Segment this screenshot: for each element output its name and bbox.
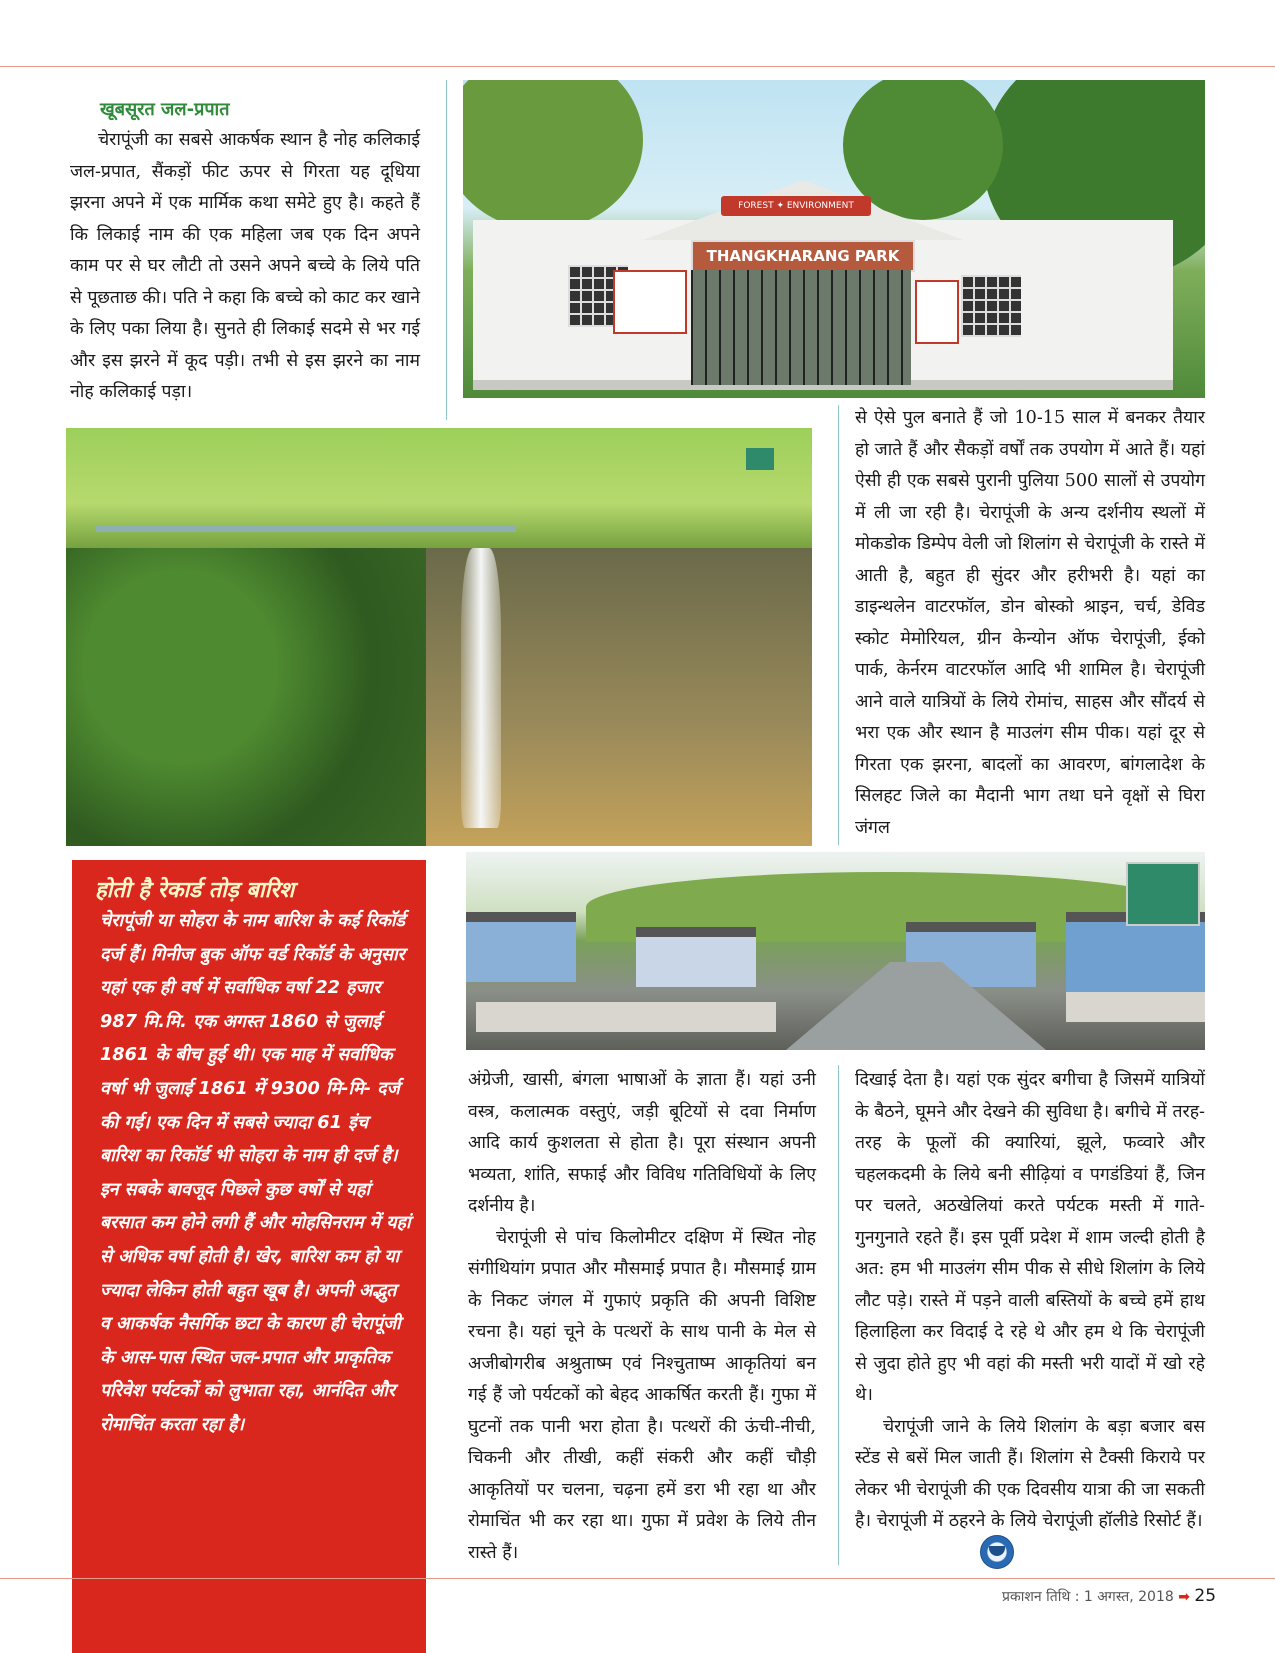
- footbridge: [96, 526, 516, 532]
- park-name-sign: THANGKHARANG PARK: [691, 240, 915, 272]
- right-bottom-column: [855, 1065, 1205, 1538]
- park-gate-photo: [463, 80, 1205, 398]
- page-number: 25: [1194, 1586, 1217, 1606]
- magazine-logo-icon: [980, 1535, 1014, 1569]
- right-bottom-paragraph-2: चेरापूंजी जाने के लिये शिलांग के बड़ा बजार बस स्टेंड से बसें मिल जाती हैं। शिलांग से टैक्सी किराये पर लेकर भी चेरापूंजी की एक दिवसीय यात्रा की जा सकती है। चेरापूंजी में ठहरने के लिये चेरापूंजी हॉलीडे रिसोर्ट हैं।: [855, 1416, 1205, 1531]
- right-column: [855, 403, 1205, 844]
- rainfall-sidebar-title: होती है रेकार्ड तोड़ बारिश: [95, 878, 295, 903]
- divider-bottom: [838, 1065, 839, 1565]
- middle-paragraph-1: अंग्रेजी, खासी, बंगला भाषाओं के ज्ञाता हैं। यहां उनी वस्त्र, कलात्मक वस्तुएं, जड़ी बूटियों से दवा निर्माण आदि कार्य कुशलता से होता है। पूरा संस्थान अपनी भव्यता, शांति, सफाई और विविध गतिविधियों के लिए दर्शनीय है।: [468, 1070, 816, 1216]
- page-footer: [1002, 1586, 1216, 1606]
- intro-column: [70, 125, 420, 409]
- intro-paragraph: चेरापूंजी का सबसे आकर्षक स्थान है नोह कलिकाई जल-प्रपात, सैंकड़ों फीट ऊपर से गिरता यह दूधिया झरना अपने में एक मार्मिक कथा समेटे हुए है। कहते हैं कि लिकाई नाम की एक महिला जब एक दिन अपने काम पर से घर लौटी तो उसने अपने बच्चे के लिये पति से पूछताछ की। पति ने कहा कि बच्चे को काट कर खाने के लिए पका लिया है। सुनते ही लिकाई सदमे से भर गई और इस झरने में कूद पड़ी। तभी से इस झरने का नाम नोह कलिकाई पड़ा।: [70, 130, 420, 402]
- rainfall-sidebar-text: चेरापूंजी या सोहरा के नाम बारिश के कई रिकॉर्ड दर्ज हैं। गिनीज बुक ऑफ वर्ड रिकॉर्ड के अनुसार यहां एक ही वर्ष में सर्वाधिक वर्षा 22 हजार 987 मि.मि. एक अगस्त 1860 से जुलाई 1861 के बीच हुई थी। एक माह में सर्वाधिक वर्षा भी जुलाई 1861 में 9300 मि-मि- दर्ज की गई। एक दिन में सबसे ज्यादा 61 इंच बारिश का रिकॉर्ड भी सोहरा के नाम ही दर्ज है। इन सबके बावजूद पिछले कुछ वर्षों से यहां बरसात कम होने लगी हैं और मोहसिनराम में यहां से अधिक वर्षा होती है। खेर, बारिश कम हो या ज्यादा लेकिन होती बहुत खूब है। अपनी अद्भुत व आकर्षक नैसर्गिक छटा के कारण ही चेरापूंजी के आस-पास स्थित जल-प्रपात और प्राकृतिक परिवेश पर्यटकों को लुभाता रहा, आनंदित और रोमाचिंत करता रहा है।: [100, 911, 411, 1435]
- publication-date: प्रकाशन तिथि : 1 अगस्त, 2018: [1002, 1589, 1174, 1605]
- right-bottom-paragraph-1: दिखाई देता है। यहां एक सुंदर बगीचा है जिसमें यात्रियों के बैठने, घूमने और देखने की सुविधा है। बगीचे में तरह-तरह के फूलों की क्यारियां, झूले, फव्वारे और चहलकदमी के लिये बनी सीढ़ियां व पगडंडियां हैं, जिन पर चलते, अठखेलियां करते पर्यटक मस्ती में गाते-गुनगुनाते रहते हैं। इस पूर्वी प्रदेश में शाम जल्दी होती है अत: हम भी माउलंग सीम पीक से सीधे शिलांग के लिये लौट पड़े। रास्ते में पड़ने वाली बस्तियों के बच्चे हमें हाथ हिलाहिला कर विदाई दे रहे थे और हम थे कि चेरापूंजी से जुदा होते हुए भी वहां की मस्ती भरी यादों में खो रहे थे।: [855, 1070, 1205, 1405]
- street-signboard: [1126, 862, 1200, 926]
- divider-top-left: [446, 80, 447, 420]
- park-gate: [691, 270, 911, 385]
- street-photo: [466, 852, 1205, 1050]
- waterfall-photo: [66, 428, 812, 846]
- divider-right: [838, 405, 839, 845]
- middle-column: [468, 1065, 816, 1569]
- middle-paragraph-2: चेरापूंजी से पांच किलोमीटर दक्षिण में स्थित नोह संगीथियांग प्रपात और मौसमाई प्रपात है। मौसमाई ग्राम के निकट जंगल में गुफाएं प्रकृति की अपनी विशिष्ट रचना है। यहां चूने के पत्थरों के साथ पानी के मेल से अजीबोगरीब अश्रुताष्म एवं निश्चुताष्म आकृतियां बन गई हैं जो पर्यटकों को बेहद आकर्षित करती हैं। गुफा में घुटनों तक पानी भरा होता है। पत्थरों की ऊंची-नीची, चिकनी और तीखी, कहीं संकरी और कहीं चौड़ी आकृतियों पर चलना, चढ़ना हमें डरा भी रहा था और रोमाचिंत भी कर रहा था। गुफा में प्रवेश के लिये तीन रास्ते हैं।: [468, 1227, 816, 1563]
- arrow-right-icon: ➡: [1178, 1589, 1190, 1605]
- viewpoint-tower: [746, 448, 774, 470]
- top-rule: [0, 66, 1275, 67]
- bottom-rule: [0, 1578, 1275, 1579]
- forest-environment-sign: FOREST ✦ ENVIRONMENT: [721, 196, 871, 216]
- right-column-paragraph: से ऐसे पुल बनाते हैं जो 10-15 साल में बनकर तैयार हो जाते हैं और सैकड़ों वर्षों तक उपयोग में आते हैं। यहां ऐसी ही एक सबसे पुरानी पुलिया 500 सालों से उपयोग में ली जा रही है। चेरापूंजी के अन्य दर्शनीय स्थलों में मोकडोक डिम्पेप वेली जो शिलांग से चेरापूंजी के रास्ते में आती है, बहुत ही सुंदर और हरीभरी है। यहां का डाइन्थलेन वाटरफॉल, डोन बोस्को श्राइन, चर्च, डेविड स्कोट मेमोरियल, ग्रीन केन्योन ऑफ चेरापूंजी, ईको पार्क, केर्नरम वाटरफॉल आदि भी शामिल है। चेरापूंजी आने वाले यात्रियों के लिये रोमांच, साहस और सौंदर्य से भरा एक और स्थान है माउलंग सीम पीक। यहां दूर से गिरता एक झरना, बादलों का आवरण, बांगलादेश के सिलहट जिले का मैदानी भाग तथा घने वृक्षों से घिरा जंगल: [855, 408, 1205, 838]
- section-heading-waterfall: खूबसूरत जल-प्रपात: [100, 99, 230, 120]
- waterfall-stream: [461, 548, 501, 828]
